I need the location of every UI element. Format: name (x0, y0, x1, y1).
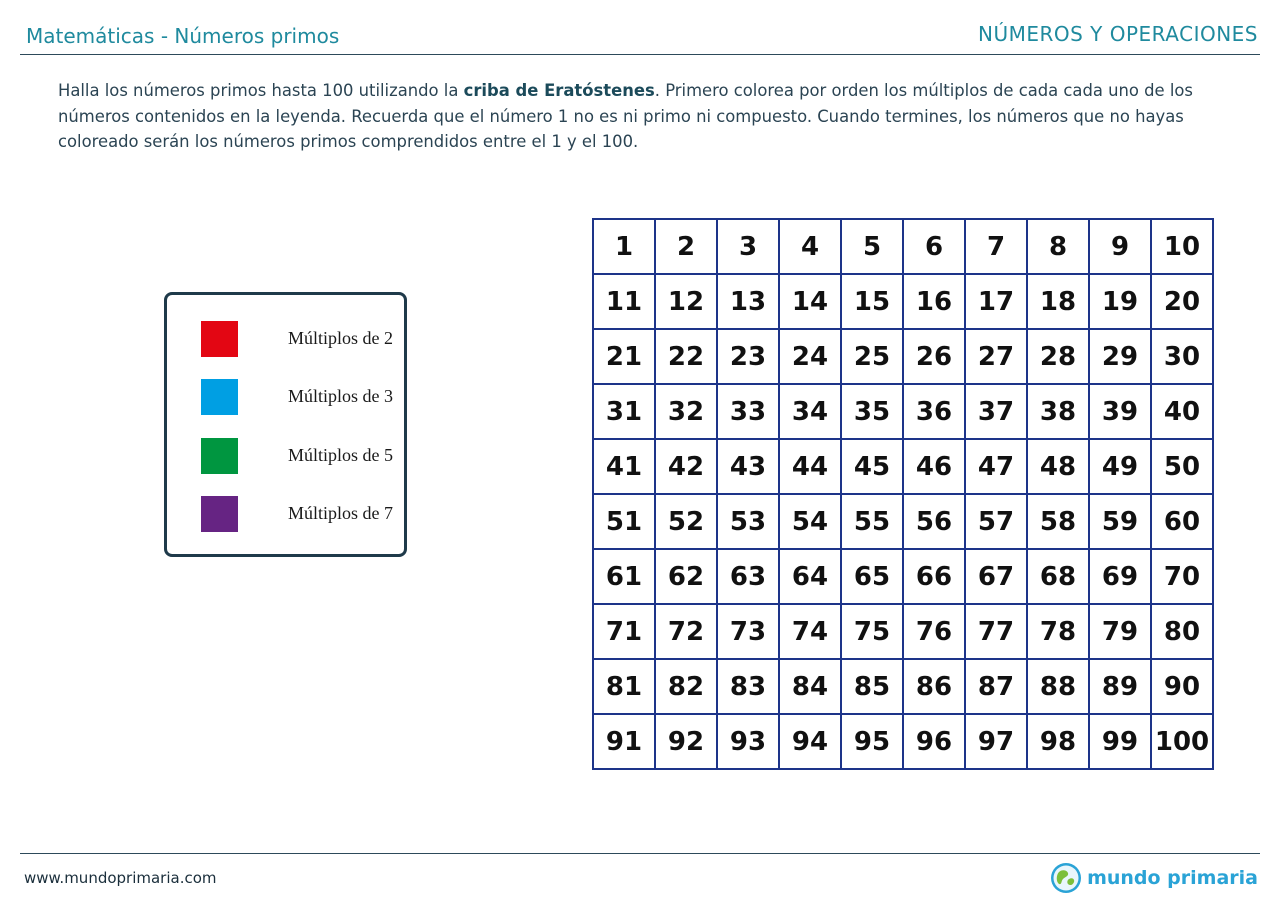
number-cell[interactable]: 30 (1151, 329, 1213, 384)
number-cell[interactable]: 5 (841, 219, 903, 274)
instructions-text (58, 78, 1228, 155)
number-cell[interactable]: 31 (593, 384, 655, 439)
number-cell[interactable]: 53 (717, 494, 779, 549)
number-cell[interactable]: 66 (903, 549, 965, 604)
grid-row (593, 494, 1213, 549)
brand-name: mundo primaria (1087, 867, 1258, 889)
number-cell[interactable]: 38 (1027, 384, 1089, 439)
grid-row (593, 274, 1213, 329)
legend-swatch (201, 379, 238, 415)
number-cell[interactable]: 1 (593, 219, 655, 274)
number-cell[interactable]: 67 (965, 549, 1027, 604)
number-cell[interactable]: 4 (779, 219, 841, 274)
number-cell[interactable]: 55 (841, 494, 903, 549)
number-cell[interactable]: 84 (779, 659, 841, 714)
number-cell[interactable]: 54 (779, 494, 841, 549)
number-cell[interactable]: 100 (1151, 714, 1213, 769)
number-cell[interactable]: 46 (903, 439, 965, 494)
number-cell[interactable]: 94 (779, 714, 841, 769)
number-cell[interactable]: 7 (965, 219, 1027, 274)
number-cell[interactable]: 17 (965, 274, 1027, 329)
number-cell[interactable]: 18 (1027, 274, 1089, 329)
number-cell[interactable]: 82 (655, 659, 717, 714)
number-cell[interactable]: 32 (655, 384, 717, 439)
number-cell[interactable]: 21 (593, 329, 655, 384)
number-cell[interactable]: 78 (1027, 604, 1089, 659)
number-cell[interactable]: 57 (965, 494, 1027, 549)
legend-label: Múltiplos de 7 (288, 503, 394, 523)
grid-row (593, 714, 1213, 769)
number-cell[interactable]: 68 (1027, 549, 1089, 604)
hundred-chart-body (593, 219, 1213, 769)
grid-row (593, 329, 1213, 384)
brand-logo[interactable] (1050, 862, 1258, 894)
number-cell[interactable]: 65 (841, 549, 903, 604)
number-cell[interactable]: 93 (717, 714, 779, 769)
number-cell[interactable]: 22 (655, 329, 717, 384)
number-cell[interactable]: 73 (717, 604, 779, 659)
hundred-chart (592, 218, 1214, 770)
legend-label: Múltiplos de 3 (288, 386, 394, 406)
number-cell[interactable]: 11 (593, 274, 655, 329)
number-cell[interactable]: 44 (779, 439, 841, 494)
number-cell[interactable]: 60 (1151, 494, 1213, 549)
number-cell[interactable]: 97 (965, 714, 1027, 769)
number-cell[interactable]: 48 (1027, 439, 1089, 494)
legend-label: Múltiplos de 2 (288, 328, 394, 348)
number-cell[interactable]: 33 (717, 384, 779, 439)
footer-divider (20, 853, 1260, 854)
number-cell[interactable]: 71 (593, 604, 655, 659)
number-cell[interactable]: 75 (841, 604, 903, 659)
number-cell[interactable]: 25 (841, 329, 903, 384)
legend-swatch (201, 438, 238, 474)
number-cell[interactable]: 20 (1151, 274, 1213, 329)
number-cell[interactable]: 13 (717, 274, 779, 329)
number-cell[interactable]: 98 (1027, 714, 1089, 769)
number-cell[interactable]: 41 (593, 439, 655, 494)
number-cell[interactable]: 76 (903, 604, 965, 659)
instructions-bold: criba de Eratóstenes (463, 81, 655, 100)
color-legend (164, 292, 407, 557)
number-cell[interactable]: 50 (1151, 439, 1213, 494)
number-cell[interactable]: 15 (841, 274, 903, 329)
number-cell[interactable]: 51 (593, 494, 655, 549)
globe-icon (1050, 862, 1082, 894)
number-cell[interactable]: 72 (655, 604, 717, 659)
grid-row (593, 219, 1213, 274)
number-cell[interactable]: 77 (965, 604, 1027, 659)
number-cell[interactable]: 70 (1151, 549, 1213, 604)
instructions-part1: Halla los números primos hasta 100 utilizando la (58, 81, 464, 100)
number-cell[interactable]: 24 (779, 329, 841, 384)
number-cell[interactable]: 62 (655, 549, 717, 604)
number-cell[interactable]: 69 (1089, 549, 1151, 604)
legend-swatch (201, 321, 238, 357)
number-cell[interactable]: 90 (1151, 659, 1213, 714)
number-cell[interactable]: 27 (965, 329, 1027, 384)
number-cell[interactable]: 64 (779, 549, 841, 604)
number-cell[interactable]: 61 (593, 549, 655, 604)
grid-row (593, 549, 1213, 604)
number-cell[interactable]: 2 (655, 219, 717, 274)
number-cell[interactable]: 99 (1089, 714, 1151, 769)
section-title: NÚMEROS Y OPERACIONES (977, 22, 1258, 46)
instructions-part2: . Primero colorea por orden los múltiplos de cada cada uno de los números contenidos en la leyenda. Recuerda que el número 1 no es ni primo ni compuesto. Cuando termines, los números que no hayas coloreado serán los números primos comprendidos entre el 1 y el 100. (58, 81, 1193, 151)
footer-url[interactable]: www.mundoprimaria.com (24, 869, 217, 887)
number-cell[interactable]: 42 (655, 439, 717, 494)
number-cell[interactable]: 28 (1027, 329, 1089, 384)
number-cell[interactable]: 37 (965, 384, 1027, 439)
number-cell[interactable]: 91 (593, 714, 655, 769)
grid-row (593, 659, 1213, 714)
number-cell[interactable]: 74 (779, 604, 841, 659)
number-cell[interactable]: 52 (655, 494, 717, 549)
number-cell[interactable]: 23 (717, 329, 779, 384)
legend-swatch (201, 496, 238, 532)
legend-label: Múltiplos de 5 (288, 445, 394, 465)
number-cell[interactable]: 34 (779, 384, 841, 439)
number-cell[interactable]: 45 (841, 439, 903, 494)
number-cell[interactable]: 85 (841, 659, 903, 714)
number-cell[interactable]: 9 (1089, 219, 1151, 274)
number-cell[interactable]: 39 (1089, 384, 1151, 439)
number-cell[interactable]: 29 (1089, 329, 1151, 384)
grid-row (593, 384, 1213, 439)
number-cell[interactable]: 16 (903, 274, 965, 329)
number-cell[interactable]: 89 (1089, 659, 1151, 714)
number-cell[interactable]: 8 (1027, 219, 1089, 274)
number-cell[interactable]: 86 (903, 659, 965, 714)
number-cell[interactable]: 63 (717, 549, 779, 604)
number-cell[interactable]: 14 (779, 274, 841, 329)
number-cell[interactable]: 12 (655, 274, 717, 329)
number-cell[interactable]: 95 (841, 714, 903, 769)
number-cell[interactable]: 96 (903, 714, 965, 769)
grid-row (593, 439, 1213, 494)
number-cell[interactable]: 3 (717, 219, 779, 274)
number-cell[interactable]: 56 (903, 494, 965, 549)
number-cell[interactable]: 10 (1151, 219, 1213, 274)
number-cell[interactable]: 59 (1089, 494, 1151, 549)
number-cell[interactable]: 40 (1151, 384, 1213, 439)
number-cell[interactable]: 26 (903, 329, 965, 384)
number-cell[interactable]: 6 (903, 219, 965, 274)
number-cell[interactable]: 19 (1089, 274, 1151, 329)
number-cell[interactable]: 49 (1089, 439, 1151, 494)
number-cell[interactable]: 83 (717, 659, 779, 714)
number-cell[interactable]: 81 (593, 659, 655, 714)
number-cell[interactable]: 79 (1089, 604, 1151, 659)
number-cell[interactable]: 47 (965, 439, 1027, 494)
grid-row (593, 604, 1213, 659)
number-cell[interactable]: 80 (1151, 604, 1213, 659)
worksheet-title: Matemáticas - Números primos (26, 24, 340, 48)
number-cell[interactable]: 35 (841, 384, 903, 439)
number-cell[interactable]: 43 (717, 439, 779, 494)
number-cell[interactable]: 36 (903, 384, 965, 439)
number-cell[interactable]: 58 (1027, 494, 1089, 549)
number-cell[interactable]: 88 (1027, 659, 1089, 714)
header-divider (20, 54, 1260, 55)
number-cell[interactable]: 92 (655, 714, 717, 769)
number-cell[interactable]: 87 (965, 659, 1027, 714)
